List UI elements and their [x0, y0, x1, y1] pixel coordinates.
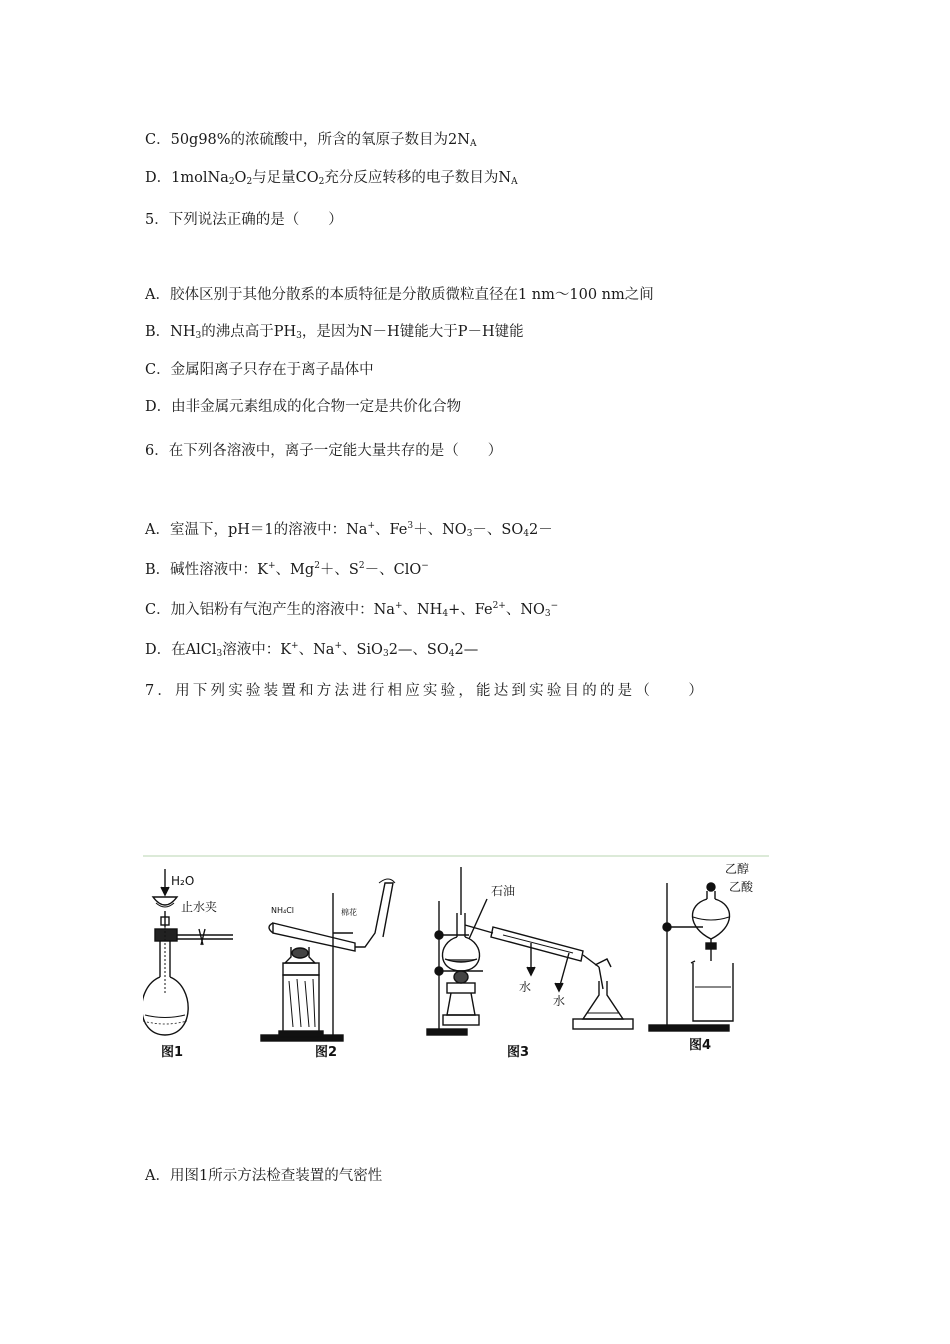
- fig2-cotton-label: 棉花: [341, 908, 357, 917]
- fig4-caption: 图4: [689, 1038, 712, 1053]
- fig3-oil-label: 石油: [491, 884, 516, 898]
- q5-option-c: C．金属阳离子只存在于离子晶体中: [145, 362, 374, 378]
- fig4-ethanol-label: 乙醇: [725, 862, 750, 876]
- q6-stem: 6．在下列各溶液中，离子一定能大量共存的是（ ）: [145, 443, 503, 459]
- q5-option-d: D．由非金属元素组成的化合物一定是共价化合物: [145, 399, 462, 415]
- q7-apparatus-figure: [143, 855, 771, 1070]
- fig1-apparatus: [143, 869, 233, 1035]
- fig3-water-out-label: 水: [553, 994, 566, 1008]
- q6-option-b: B．碱性溶液中：K+、$Mg^2+$、$S^2-$、ClO−: [145, 561, 429, 578]
- q6-option-c: C．加入铝粉有气泡产生的溶液中：Na+、$NH_4+$、$Fe^{2+}$、$NO_3^-$: [145, 601, 559, 619]
- q4-option-c: C．50g98%的浓硫酸中，所含的氧原子数目为$2N_A$: [145, 132, 477, 149]
- fig2-caption: 图2: [315, 1045, 338, 1060]
- q7-stem: 7．用下列实验装置和方法进行相应实验，能达到实验目的的是（ ）: [145, 683, 707, 699]
- q7-option-a: A．用图1所示方法检查装置的气密性: [145, 1168, 383, 1184]
- fig3-caption: 图3: [507, 1045, 530, 1060]
- fig4-acetic-label: 乙酸: [729, 880, 754, 894]
- q5-option-b: B．$NH_3$的沸点高于$PH_3$，是因为N－H键能大于P－H键能: [145, 324, 524, 341]
- fig3-water-in-label: 水: [519, 980, 532, 994]
- fig1-caption: 图1: [161, 1045, 184, 1060]
- q6-option-a: A．室温下，pH＝1的溶液中：Na+、$Fe^3+$、$NO_3-$、$SO_42-$: [145, 521, 553, 539]
- fig2-apparatus: [261, 879, 395, 1041]
- fig2-reagent-label: NH₄Cl: [271, 906, 295, 915]
- q4-option-d: D．$1molNa_2O_2$与足量$CO_2$充分反应转移的电子数目为$N_A$: [145, 170, 518, 187]
- fig1-water-label: H₂O: [171, 874, 195, 888]
- fig3-apparatus: [427, 867, 633, 1035]
- q5-stem: 5．下列说法正确的是（ ）: [145, 212, 343, 228]
- fig1-clamp-label: 止水夹: [181, 900, 218, 914]
- fig4-apparatus: [649, 883, 733, 1031]
- q5-option-a: A．胶体区别于其他分散系的本质特征是分散质微粒直径在1 nm～100 nm之间: [145, 287, 654, 303]
- q6-option-d: D．在AlCl$_3$溶液中：K+、Na+、SiO$_3$2—、$SO_42—$: [145, 641, 479, 659]
- fig3-oil-pointer: [469, 899, 487, 939]
